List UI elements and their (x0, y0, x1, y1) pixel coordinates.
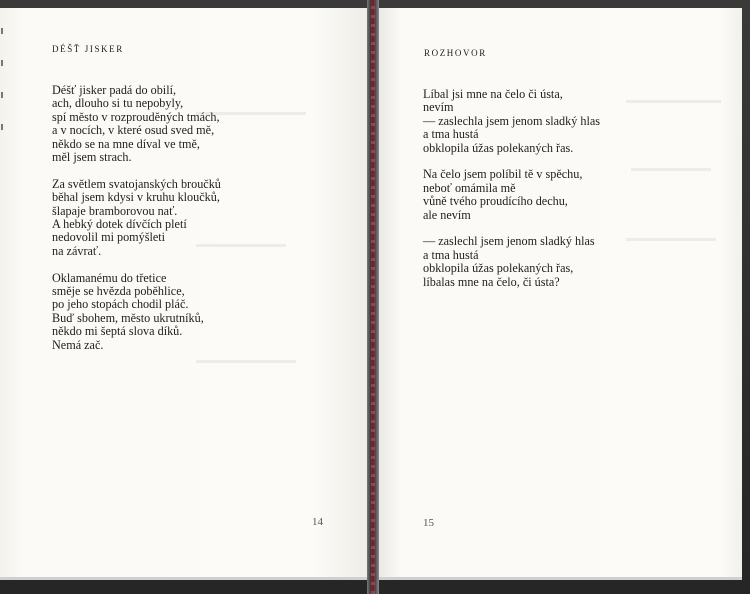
stanza (423, 88, 600, 155)
poem-line: Nemá zač. (52, 337, 104, 352)
stanza (423, 235, 600, 289)
poem-line: a v nocích, v které osud sved mě, (52, 123, 215, 138)
poem-line: Déšť jisker padá do obilí, (52, 83, 177, 97)
poem-text (423, 88, 600, 302)
poem-line: obklopila úžas polekaných řas. (423, 140, 574, 155)
poem-line: obklopila úžas polekaných řas, (423, 261, 574, 276)
poem-line: Buď sbohem, město ukrutníků, (52, 310, 204, 325)
poem-line: běhal jsem kdysi v kruhu kloučků, (52, 190, 220, 205)
poem-line: — zaslechla jsem jenom sladký hlas (423, 113, 601, 128)
poem-line: — zaslechl jsem jenom sladký hlas (423, 234, 595, 249)
book-spine (367, 0, 379, 594)
show-through-text (626, 100, 721, 103)
poem-line: A hebký dotek dívčích pletí (52, 217, 187, 232)
poem-line: a tma hustá (423, 247, 479, 262)
poem-line: někdo mi šeptá slova díků. (52, 324, 183, 339)
stanza (52, 178, 221, 258)
page-number: 15 (423, 517, 434, 529)
poem-line: směje se hvězda poběhlice, (52, 284, 185, 299)
poem-line: líbalas mne na čelo, či ústa? (423, 274, 560, 289)
show-through-text (631, 168, 711, 171)
show-through-text (626, 238, 716, 241)
page-number: 14 (312, 516, 323, 528)
poem-line: nevím (423, 100, 454, 115)
poem-line: neboť omámila mě (423, 180, 516, 195)
poem-line: šlapaje bramborovou nať. (52, 203, 178, 218)
poem-line: Na čelo jsem políbil tě v spěchu, (423, 167, 583, 182)
poem-line: nedovolil mi pomýšleti (52, 230, 166, 245)
poem-line: měl jsem strach. (52, 150, 132, 165)
stanza (52, 272, 221, 352)
stanza (423, 168, 600, 222)
poem-text (52, 84, 221, 365)
poem-line: Oklamanému do třetice (52, 270, 167, 285)
right-page (376, 8, 742, 580)
poem-line: někdo se na mne díval ve tmě, (52, 136, 200, 151)
poem-line: vůně tvého proudícího dechu, (423, 194, 568, 209)
poem-line: na závrať. (52, 243, 102, 258)
bookmark-ribbon (371, 0, 375, 594)
poem-title: DÉŠŤ JISKER (52, 44, 124, 54)
page-edge-marks (0, 28, 4, 158)
poem-line: ale nevím (423, 207, 471, 222)
left-page (0, 8, 370, 580)
poem-line: Za světlem svatojanských broučků (52, 176, 221, 191)
stanza (52, 84, 221, 164)
poem-line: ach, dlouho si tu nepobyly, (52, 96, 184, 111)
poem-title: ROZHOVOR (424, 48, 487, 58)
poem-line: spí město v rozproudĕných tmách, (52, 109, 220, 124)
poem-line: Líbal jsi mne na čelo či ústa, (423, 87, 563, 101)
poem-line: a tma hustá (423, 127, 479, 142)
poem-line: po jeho stopách chodil pláč. (52, 297, 189, 312)
